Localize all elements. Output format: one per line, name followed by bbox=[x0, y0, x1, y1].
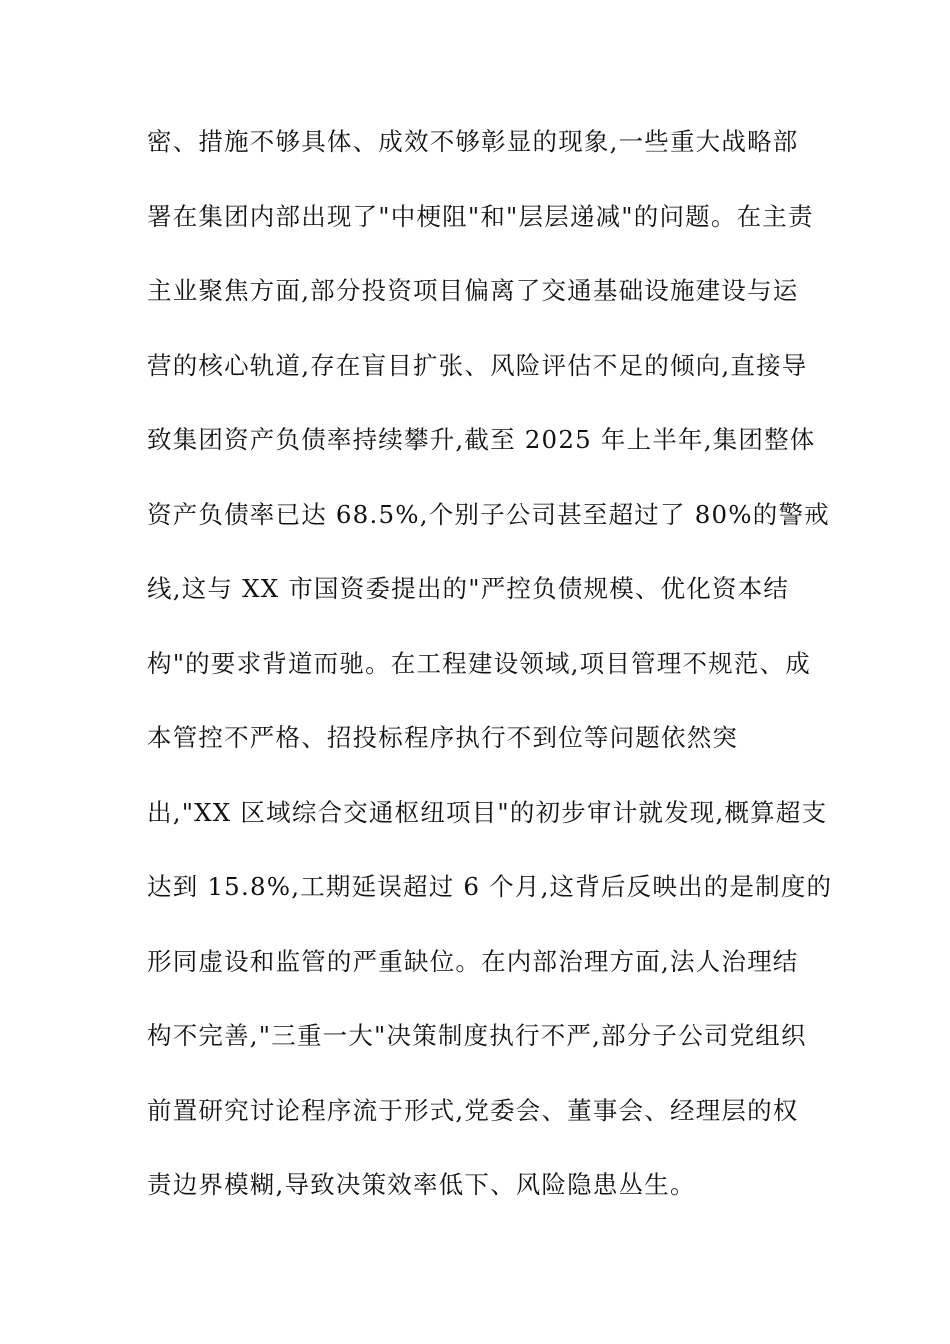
body-text bbox=[147, 120, 833, 1238]
text-line: 主业聚焦方面,部分投资项目偏离了交通基础设施建设与运 bbox=[147, 276, 799, 305]
text-line: 密、措施不够具体、成效不够彰显的现象,一些重大战略部 bbox=[147, 127, 799, 156]
text-line: 构"的要求背道而驰。在工程建设领域,项目管理不规范、成 bbox=[147, 648, 811, 678]
text-line: 营的核心轨道,存在盲目扩张、风险评估不足的倾向,直接导 bbox=[147, 350, 808, 380]
text-line: 线,这与 XX 市国资委提出的"严控负债规模、优化资本结 bbox=[147, 574, 790, 603]
text-line: 构不完善,"三重一大"决策制度执行不严,部分子公司党组织 bbox=[147, 1021, 807, 1050]
text-line: 本管控不严格、招投标程序执行不到位等问题依然突 bbox=[147, 723, 739, 752]
text-line: 责边界模糊,导致决策效率低下、风险隐患丛生。 bbox=[147, 1170, 696, 1199]
text-line: 前置研究讨论程序流于形式,党委会、董事会、经理层的权 bbox=[147, 1095, 799, 1125]
text-line: 出,"XX 区域综合交通枢纽项目"的初步审计就发现,概算超支 bbox=[147, 797, 828, 827]
text-line: 资产负债率已达 68.5%,个别子公司甚至超过了 80%的警戒 bbox=[147, 499, 830, 529]
text-line: 达到 15.8%,工期延误超过 6 个月,这背后反映出的是制度的 bbox=[147, 872, 833, 901]
text-line: 致集团资产负债率持续攀升,截至 2025 年上半年,集团整体 bbox=[147, 425, 816, 454]
text-line: 形同虚设和监管的严重缺位。在内部治理方面,法人治理结 bbox=[147, 946, 799, 976]
text-line: 署在集团内部出现了"中梗阻"和"层层递减"的问题。在主责 bbox=[147, 201, 814, 231]
